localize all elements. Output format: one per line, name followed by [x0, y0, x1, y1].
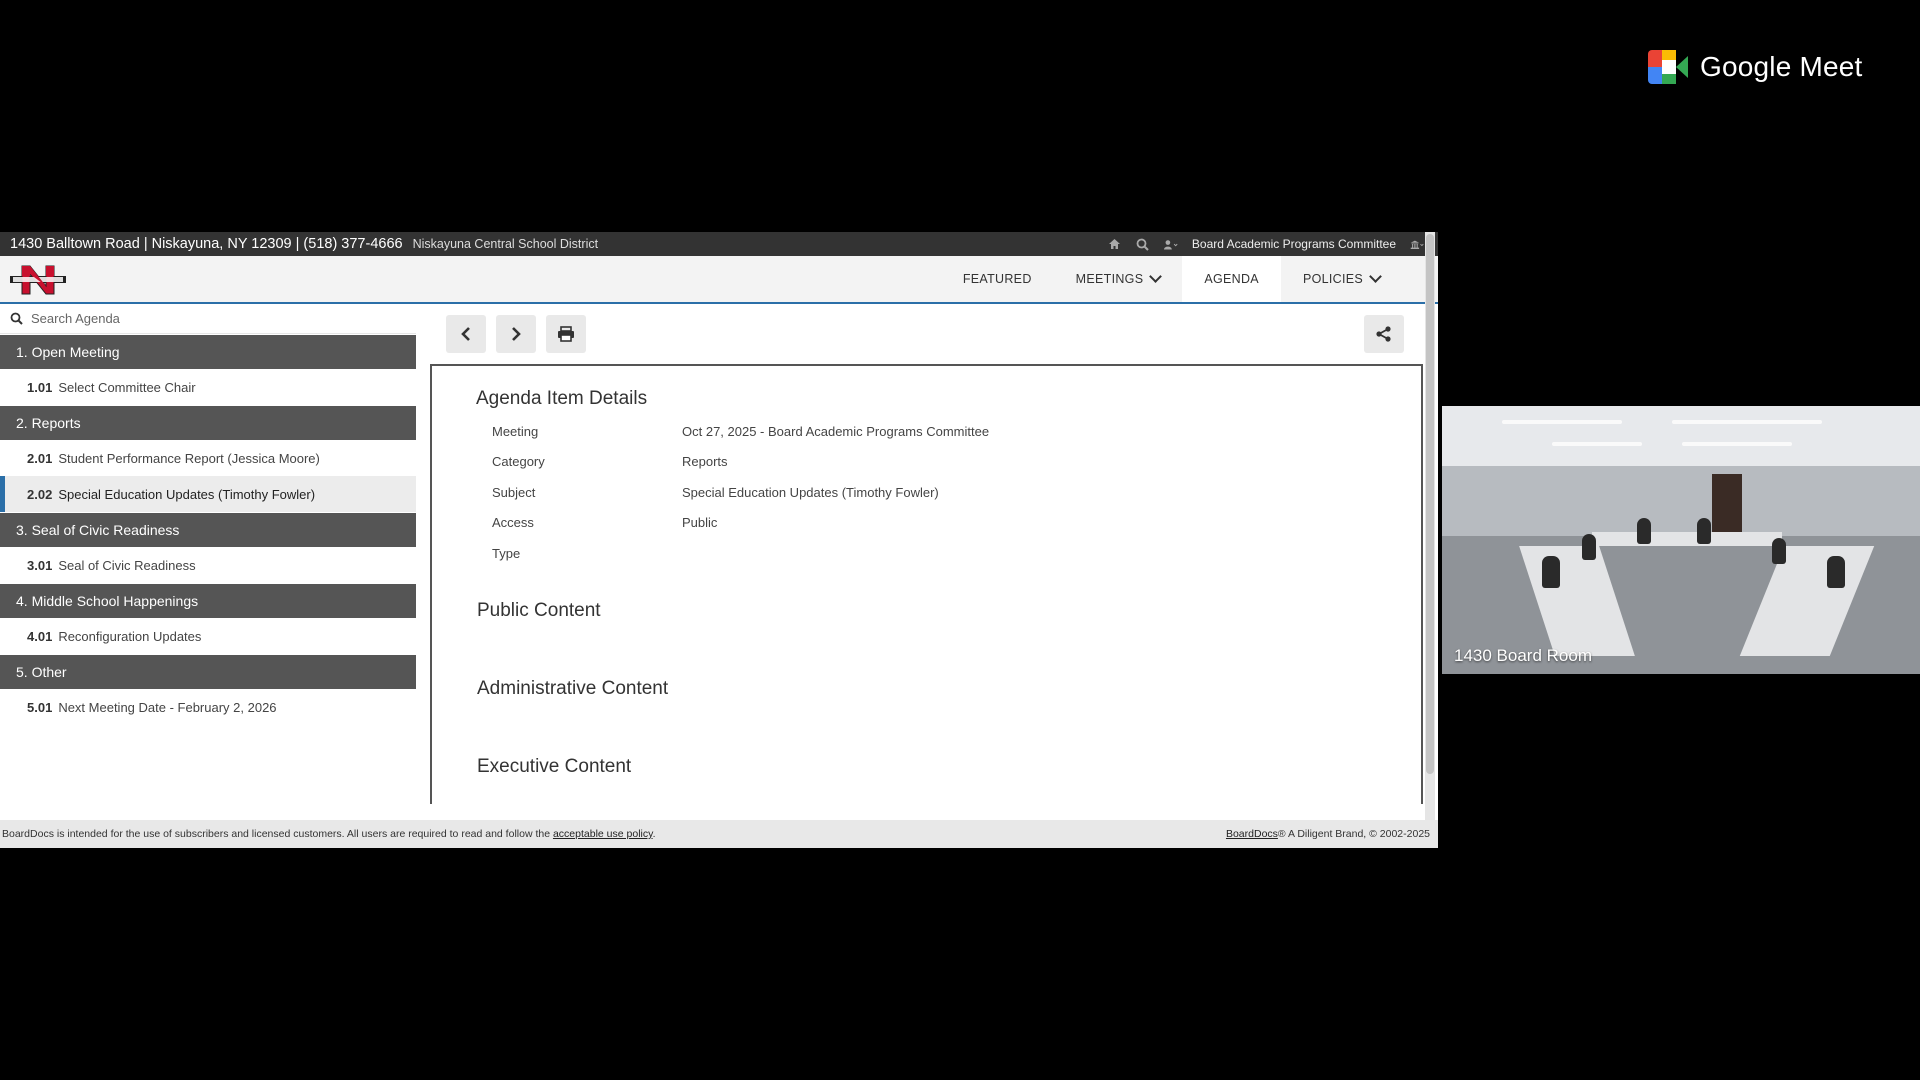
- person: [1637, 518, 1651, 544]
- person: [1697, 518, 1711, 544]
- person: [1772, 538, 1786, 564]
- detail-label: Access: [492, 515, 534, 530]
- nav-policies-label: POLICIES: [1302, 272, 1363, 286]
- agenda-item[interactable]: [0, 440, 416, 476]
- nav-agenda[interactable]: [1182, 256, 1281, 302]
- room-wall: [1442, 466, 1920, 536]
- committee-selector[interactable]: Board Academic Programs Committee: [1191, 237, 1396, 251]
- person: [1827, 556, 1845, 588]
- item-number: 1.01: [27, 379, 53, 395]
- item-label: Special Education Updates (Timothy Fowler): [58, 486, 316, 502]
- boarddocs-link[interactable]: BoardDocs: [1225, 828, 1278, 840]
- google-meet-logo-icon: [1648, 50, 1688, 84]
- agenda-item-details: [430, 364, 1423, 804]
- conference-table: [1592, 532, 1782, 546]
- share-icon: [1375, 325, 1393, 343]
- detail-row-category: [492, 454, 728, 469]
- agenda-category[interactable]: [0, 335, 416, 369]
- ceiling-light: [1502, 420, 1622, 424]
- item-number: 4.01: [27, 628, 53, 644]
- acceptable-use-policy-link[interactable]: acceptable use policy: [552, 828, 653, 840]
- share-button[interactable]: [1364, 315, 1404, 353]
- nav-meetings[interactable]: [1054, 256, 1183, 302]
- agenda-item[interactable]: [0, 618, 416, 654]
- topbar-actions: [1108, 232, 1424, 256]
- search-icon[interactable]: [1136, 237, 1150, 251]
- detail-label: Type: [492, 546, 521, 561]
- home-icon[interactable]: [1108, 237, 1122, 251]
- shared-screen: [0, 232, 1438, 848]
- item-number: 5.01: [27, 699, 53, 715]
- ceiling-light: [1682, 442, 1792, 446]
- footer-notice-end: .: [652, 828, 656, 840]
- category-title: 5. Other: [16, 664, 67, 680]
- agenda-category[interactable]: [0, 655, 416, 689]
- footer-notice: [2, 828, 656, 840]
- person: [1582, 534, 1596, 560]
- agenda-category[interactable]: [0, 584, 416, 618]
- public-content-heading: Public Content: [477, 600, 601, 621]
- district-name: Niskayuna Central School District: [412, 237, 599, 251]
- chevron-down-icon: [1149, 270, 1162, 283]
- nav-featured-label: FEATURED: [962, 272, 1032, 286]
- category-title: 1. Open Meeting: [16, 344, 120, 360]
- category-title: 3. Seal of Civic Readiness: [16, 522, 180, 538]
- detail-label: Meeting: [492, 424, 539, 439]
- nav-agenda-label: AGENDA: [1204, 272, 1259, 286]
- item-toolbar: [446, 315, 586, 353]
- building-icon[interactable]: [1410, 237, 1424, 251]
- district-address: 1430 Balltown Road | Niskayuna, NY 12309 | (518) 377-4666: [10, 236, 403, 252]
- page-footer: [0, 820, 1438, 848]
- item-label: Select Committee Chair: [58, 379, 196, 395]
- details-heading: Agenda Item Details: [476, 388, 648, 409]
- chevron-down-icon: [1369, 270, 1382, 283]
- nav-menu: [941, 256, 1402, 302]
- niskayuna-logo-icon: [10, 264, 66, 296]
- item-number: 2.01: [27, 450, 53, 466]
- agenda-item[interactable]: [0, 547, 416, 583]
- detail-label: Category: [492, 454, 545, 469]
- search-icon: [10, 312, 23, 325]
- item-label: Reconfiguration Updates: [58, 628, 202, 644]
- user-icon[interactable]: [1164, 237, 1178, 251]
- next-button[interactable]: [496, 315, 536, 353]
- detail-value: Oct 27, 2025 - Board Academic Programs Committee: [682, 424, 990, 439]
- agenda-item[interactable]: [0, 689, 416, 725]
- agenda-item[interactable]: [0, 369, 416, 405]
- detail-value: Reports: [682, 454, 728, 469]
- detail-value: Special Education Updates (Timothy Fowler): [682, 485, 939, 500]
- room-door: [1712, 474, 1742, 534]
- agenda-category[interactable]: [0, 513, 416, 547]
- previous-button[interactable]: [446, 315, 486, 353]
- chevron-left-icon: [460, 326, 472, 342]
- search-agenda-field[interactable]: [0, 304, 416, 334]
- participant-name-label: 1430 Board Room: [1454, 646, 1592, 665]
- item-label: Student Performance Report (Jessica Moore): [58, 450, 320, 466]
- agenda-item-selected[interactable]: [0, 476, 416, 512]
- detail-row-type: [492, 546, 682, 561]
- item-label: Seal of Civic Readiness: [58, 557, 196, 573]
- detail-row-subject: [492, 485, 939, 500]
- executive-content-heading: Executive Content: [477, 756, 632, 777]
- item-number: 3.01: [27, 557, 53, 573]
- detail-value: Public: [682, 515, 718, 530]
- main-navbar: [0, 256, 1438, 304]
- administrative-content-heading: Administrative Content: [477, 678, 669, 699]
- footer-copyright: [1226, 828, 1430, 840]
- person: [1542, 556, 1560, 588]
- detail-label: Subject: [492, 485, 536, 500]
- nav-policies[interactable]: [1281, 256, 1402, 302]
- ceiling-light: [1552, 442, 1642, 446]
- chevron-right-icon: [510, 326, 522, 342]
- footer-notice-text: BoardDocs is intended for the use of subscribers and licensed customers. All users are required to read and follow the: [2, 828, 553, 840]
- agenda-category[interactable]: [0, 406, 416, 440]
- participant-video-tile[interactable]: [1442, 406, 1920, 674]
- nav-meetings-label: MEETINGS: [1075, 272, 1144, 286]
- page-scrollbar-thumb[interactable]: [1426, 234, 1434, 774]
- print-icon: [557, 326, 575, 342]
- item-label: Next Meeting Date - February 2, 2026: [58, 699, 277, 715]
- nav-featured[interactable]: [941, 256, 1054, 302]
- room-ceiling: [1442, 406, 1920, 466]
- google-meet-brand: [1648, 50, 1863, 84]
- google-meet-title: Google Meet: [1700, 51, 1863, 82]
- detail-row-meeting: [492, 424, 989, 439]
- copyright-text: ® A Diligent Brand, © 2002-2025: [1277, 828, 1430, 840]
- print-button[interactable]: [546, 315, 586, 353]
- search-agenda-placeholder: Search Agenda: [31, 311, 120, 326]
- category-title: 2. Reports: [16, 415, 81, 431]
- detail-row-access: [492, 515, 717, 530]
- site-topbar: [0, 232, 1438, 256]
- category-title: 4. Middle School Happenings: [16, 593, 199, 609]
- item-number: 2.02: [27, 486, 53, 502]
- ceiling-light: [1672, 420, 1822, 424]
- agenda-sidebar: [0, 304, 416, 824]
